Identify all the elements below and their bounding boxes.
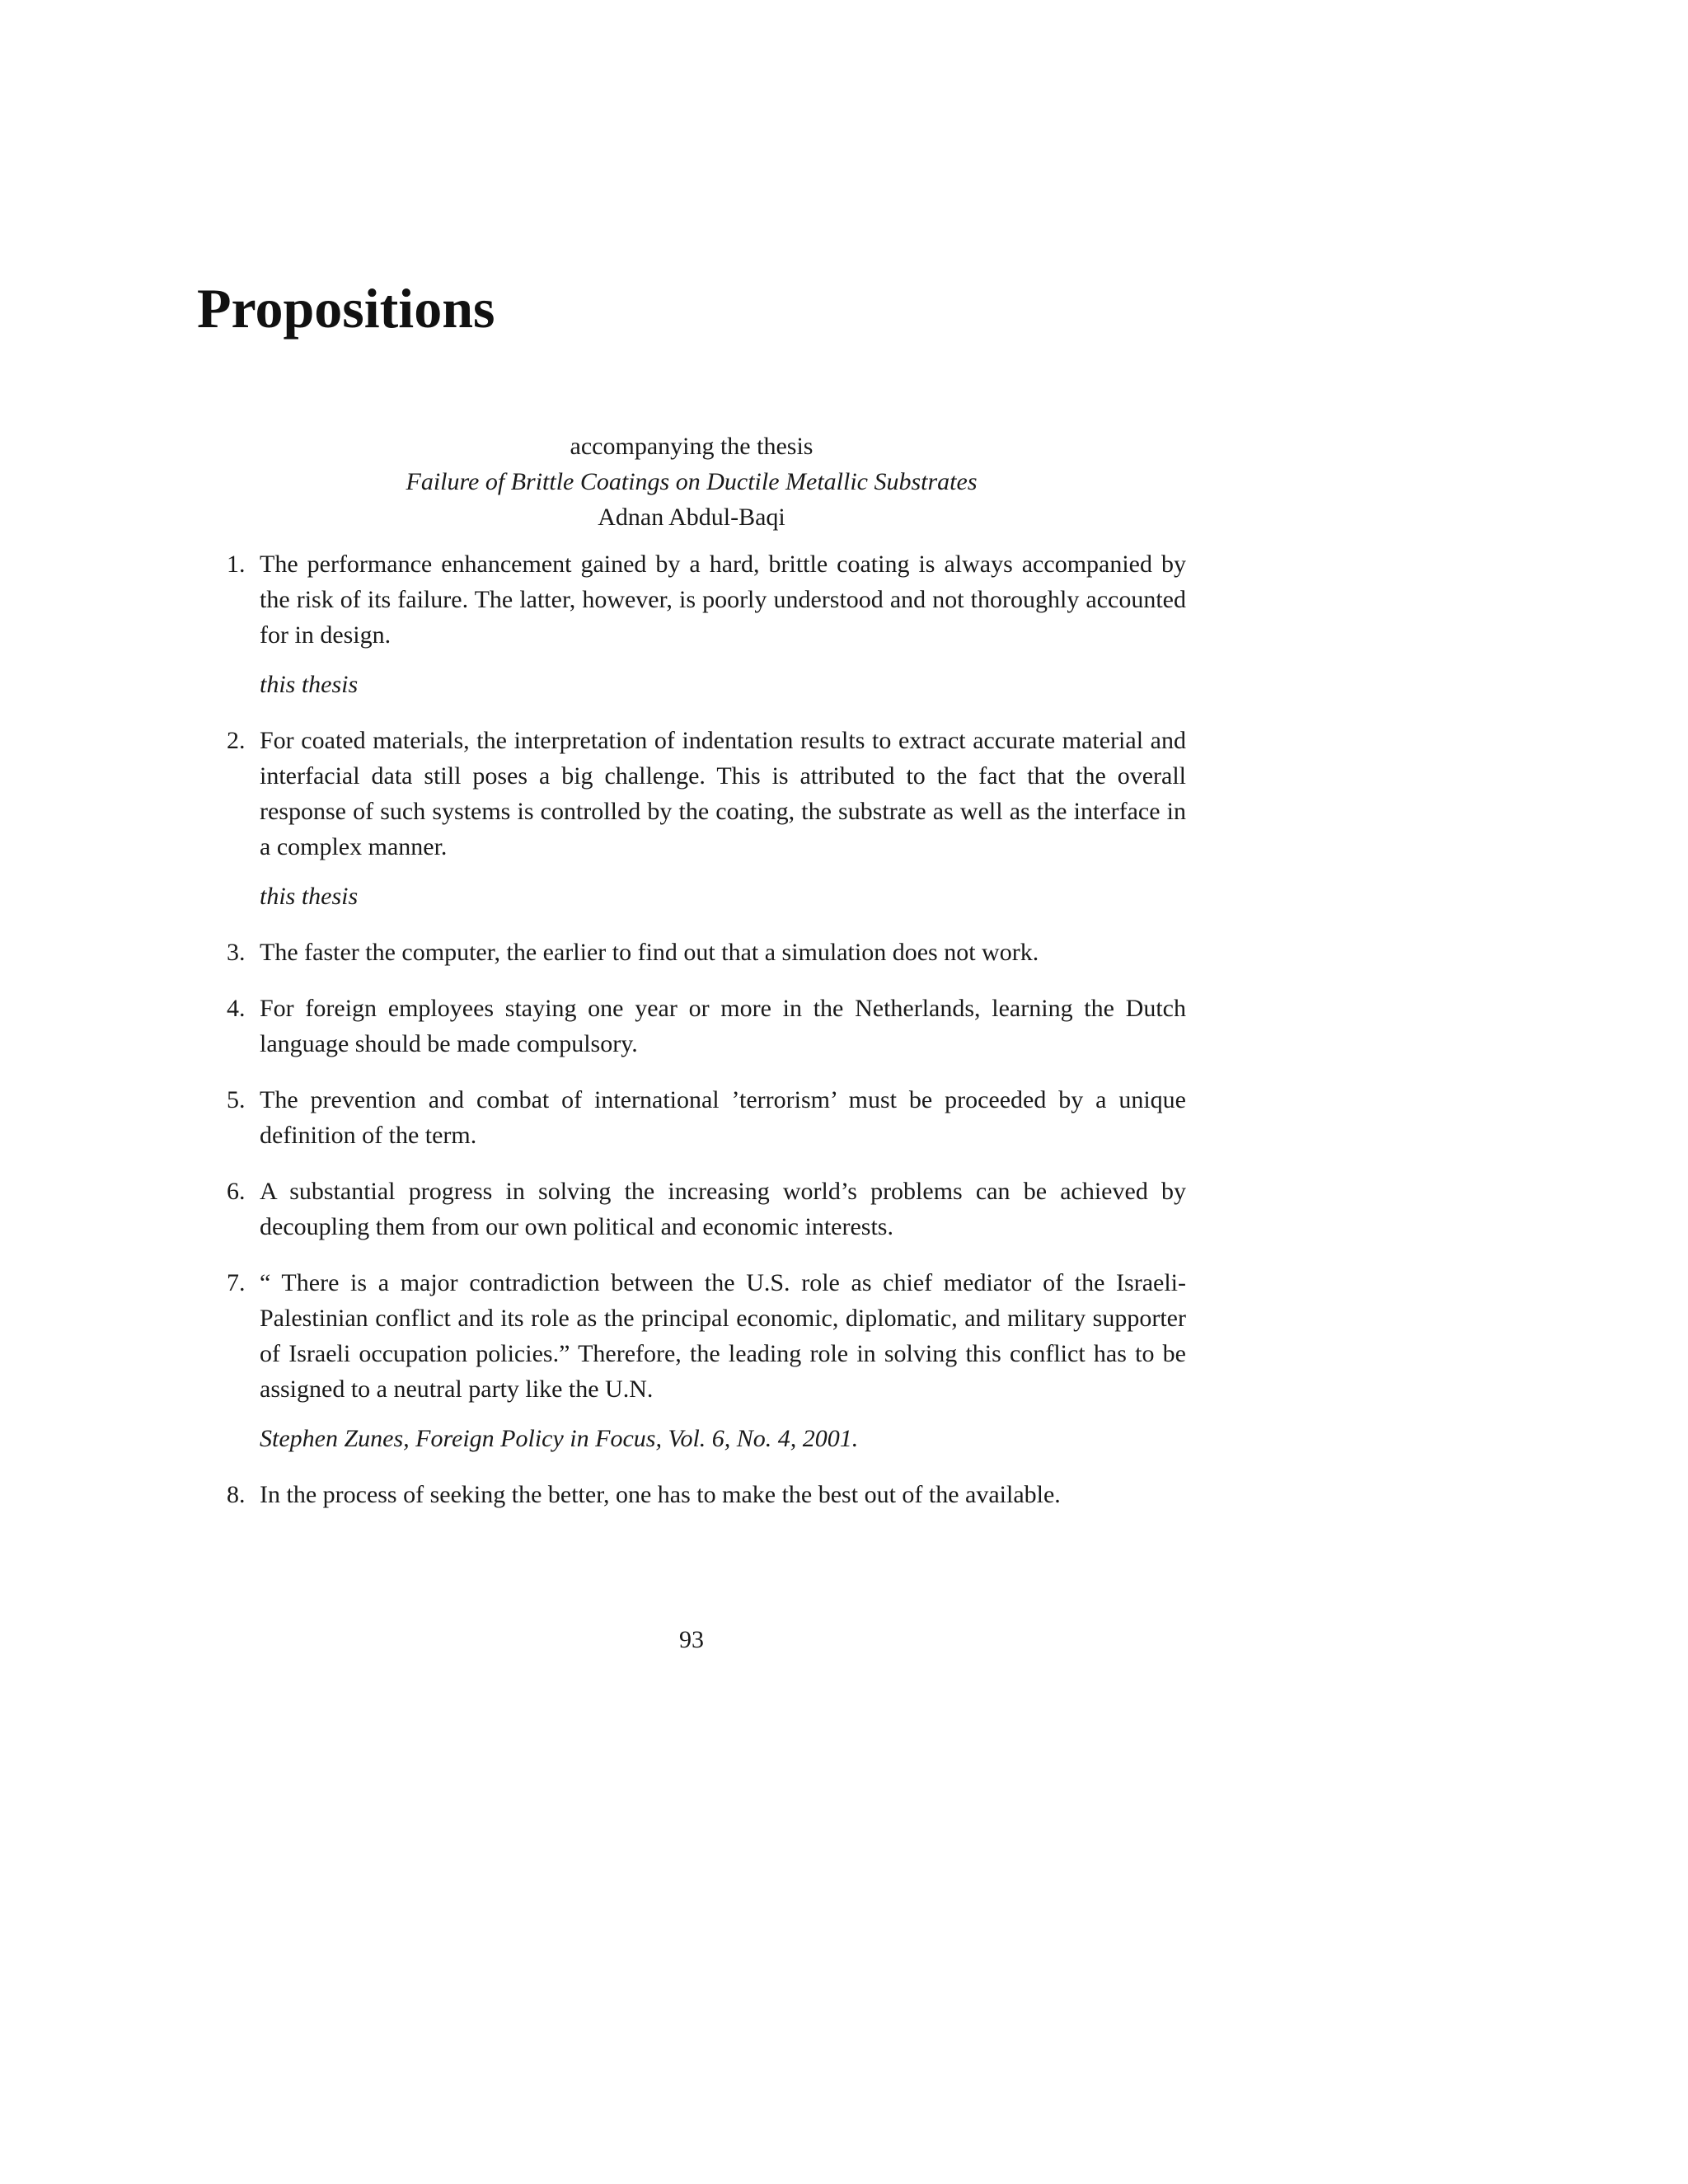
- proposition-number: 3.: [227, 939, 246, 966]
- proposition-6: [197, 1174, 1186, 1244]
- thesis-title: Failure of Brittle Coatings on Ductile Metallic Substrates: [406, 468, 978, 495]
- proposition-8: [197, 1477, 1186, 1512]
- proposition-number: 8.: [227, 1481, 246, 1508]
- proposition-2: [197, 723, 1186, 914]
- proposition-number: 7.: [227, 1269, 246, 1296]
- proposition-text: For coated materials, the interpretation of indentation results to extract accurate material and interfacial data still poses a big challenge. This is attributed to the fact that the overall response of such systems is controlled by the coating, the substrate as well as the interface in a complex manner.: [260, 727, 1186, 860]
- proposition-number: 4.: [227, 995, 246, 1022]
- proposition-source: Stephen Zunes, Foreign Policy in Focus, Vol. 6, No. 4, 2001.: [260, 1425, 859, 1452]
- propositions-list: [197, 546, 1186, 1533]
- proposition-text: For foreign employees staying one year or more in the Netherlands, learning the Dutch language should be made compulsory.: [260, 995, 1186, 1057]
- proposition-number: 1.: [227, 551, 246, 578]
- proposition-text: The prevention and combat of international ’terrorism’ must be proceeded by a unique definition of the term.: [260, 1086, 1186, 1149]
- thesis-header: [197, 429, 1186, 535]
- proposition-5: [197, 1082, 1186, 1153]
- proposition-text: The performance enhancement gained by a hard, brittle coating is always accompanied by the risk of its failure. The latter, however, is poorly understood and not thoroughly accounted for in design.: [260, 551, 1186, 649]
- proposition-number: 6.: [227, 1178, 246, 1205]
- page-number: 93: [679, 1626, 704, 1653]
- proposition-number: 5.: [227, 1086, 246, 1113]
- proposition-7: [197, 1265, 1186, 1456]
- thesis-author: Adnan Abdul-Baqi: [598, 504, 785, 531]
- proposition-text: “ There is a major contradiction between the U.S. role as chief mediator of the Israeli-Palestinian conflict and its role as the principal economic, diplomatic, and military supporter of Israeli occupation policies.” Therefore, the leading role in solving this conflict has to be assigned to a neutral party like the U.N.: [260, 1269, 1186, 1403]
- thesis-intro: accompanying the thesis: [570, 433, 814, 460]
- proposition-number: 2.: [227, 727, 246, 754]
- proposition-text: In the process of seeking the better, one has to make the best out of the available.: [260, 1481, 1061, 1508]
- proposition-text: A substantial progress in solving the increasing world’s problems can be achieved by decoupling them from our own political and economic interests.: [260, 1178, 1186, 1240]
- proposition-source: this thesis: [260, 883, 359, 910]
- proposition-3: [197, 935, 1186, 970]
- proposition-source: this thesis: [260, 671, 359, 698]
- proposition-4: [197, 991, 1186, 1062]
- proposition-text: The faster the computer, the earlier to find out that a simulation does not work.: [260, 939, 1039, 966]
- proposition-1: [197, 546, 1186, 702]
- page-title: Propositions: [197, 277, 495, 340]
